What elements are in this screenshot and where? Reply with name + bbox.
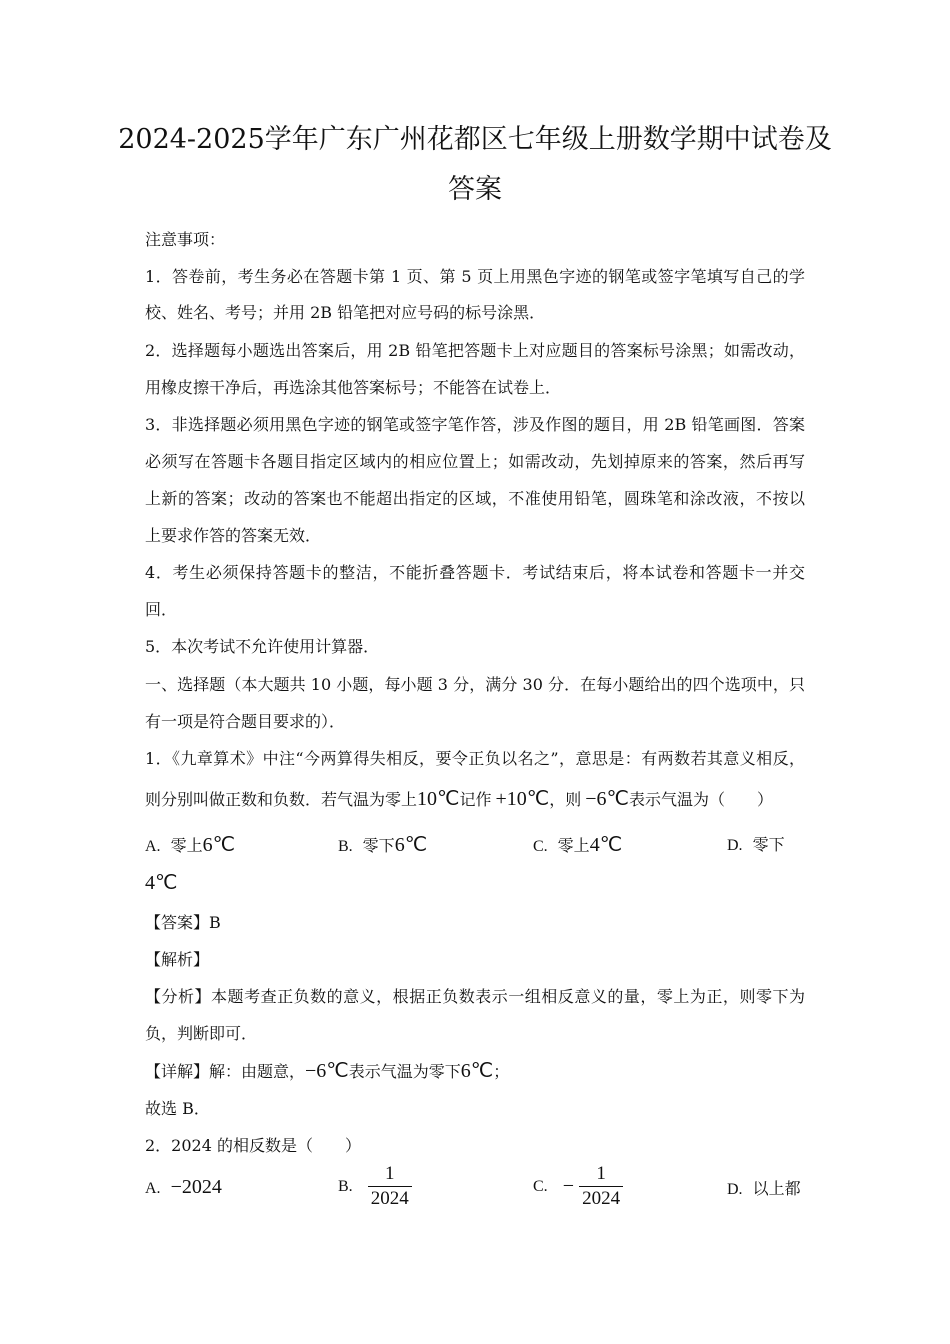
option-text: 零下 [362,836,395,855]
option-text: 零上 [170,836,203,855]
option-b [338,1162,412,1211]
notice-line: 2．选择题每小题选出答案后，用 2B 铅笔把答题卡上对应题目的答案标号涂黑；如需改动， [145,341,805,360]
option-text: 零下 [752,835,785,854]
math-expression: +10℃ [495,788,550,810]
stem-text: ，则 [549,790,582,809]
option-math: 6℃ [394,834,428,856]
title-line-2: 答案 [448,174,502,205]
option-label: C. [533,1177,548,1195]
math-expression: −6℃ [585,788,630,810]
fraction-numerator: 1 [579,1162,623,1187]
stem-text: 表示气温为（ ） [629,790,774,809]
notice-line: 校、姓名、考号；并用 2B 铅笔把对应号码的标号涂黑． [145,303,546,322]
detail-text: 表示气温为零下 [348,1062,461,1081]
option-d [727,832,785,855]
notice-heading: 注意事项： [145,230,226,249]
stem-text: 则分别叫做正数和负数．若气温为零上 [145,790,418,809]
notice-line: 上新的答案；改动的答案也不能超出指定的区域，不准使用铅笔，圆珠笔和涂改液，不按以 [145,489,805,508]
option-label: A. [145,1180,161,1197]
section-heading-line-2: 有一项是符合题目要求的）． [145,712,346,731]
notice-line: 必须写在答题卡各题目指定区域内的相应位置上；如需改动，先划掉原来的答案，然后再写 [145,452,805,471]
analysis-line-2: 负，判断即可． [145,1024,258,1043]
option-label: D. [727,837,743,854]
option-a [145,832,235,857]
question-2-stem: 2．2024 的相反数是（ ） [145,1136,361,1155]
option-c [533,832,622,857]
conclusion: 故选 B． [145,1099,210,1118]
minus-sign: − [562,1175,575,1197]
analysis-line-1: 【分析】本题考查正负数的意义，根据正负数表示一组相反意义的量，零上为正，则零下为 [145,987,805,1006]
section-heading-line-1: 一、选择题（本大题共 10 小题，每小题 3 分，满分 30 分．在每小题给出的四个选项中，只 [145,675,805,694]
option-math: 4℃ [145,872,178,894]
math-expression: 10℃ [417,788,460,810]
option-label: D. [727,1181,743,1198]
title-line-1: 2024-2025学年广东广州花都区七年级上册数学期中试卷及 [118,124,832,155]
option-text: 以上都 [752,1179,801,1198]
notice-line: 回． [145,600,178,619]
fraction [368,1162,412,1211]
fraction-denominator: 2024 [582,1188,621,1209]
option-c [533,1162,623,1211]
notice-line: 5．本次考试不允许使用计算器． [145,637,380,656]
notice-line: 4．考生必须保持答题卡的整洁，不能折叠答题卡．考试结束后，将本试卷和答题卡一并交 [145,563,805,582]
detail-text: ； [493,1062,510,1081]
fraction-denominator: 2024 [370,1188,409,1209]
option-label: C. [533,838,548,855]
math-expression: −6℃ [305,1060,349,1082]
math-expression: 6℃ [460,1060,494,1082]
stem-text: 记作 [459,790,492,809]
fraction-numerator: 1 [368,1162,412,1187]
notice-line: 1．答卷前，考生务必在答题卡第 1 页、第 5 页上用黑色字迹的钢笔或签字笔填写自己的学 [145,267,805,286]
option-math: −2024 [170,1176,222,1198]
detail-text: 【详解】解：由题意， [145,1062,306,1081]
notice-line: 上要求作答的答案无效． [145,526,322,545]
fraction [579,1162,623,1211]
notice-line: 用橡皮擦干净后，再选涂其他答案标号；不能答在试卷上． [145,378,562,397]
option-label: A. [145,838,161,855]
answer: 【答案】B [145,913,221,932]
question-1-stem-line-2 [145,786,773,811]
question-1-stem-line-1: 1．《九章算术》中注“今两算得失相反，要令正负以名之”，意思是：有两数若其意义相反， [145,749,805,768]
option-label: B. [338,1177,353,1195]
option-math: 4℃ [589,834,623,856]
analysis-heading: 【解析】 [145,950,210,969]
notice-line: 3．非选择题必须用黑色字迹的钢笔或签字笔作答，涉及作图的题目，用 2B 铅笔画图．答案 [145,415,805,434]
option-d-wrap [145,870,177,895]
option-label: B. [338,838,353,855]
option-a [145,1176,222,1199]
option-text: 零上 [557,836,590,855]
detail-line [145,1058,509,1083]
option-b [338,832,427,857]
option-math: 6℃ [202,834,236,856]
option-d [727,1176,801,1199]
